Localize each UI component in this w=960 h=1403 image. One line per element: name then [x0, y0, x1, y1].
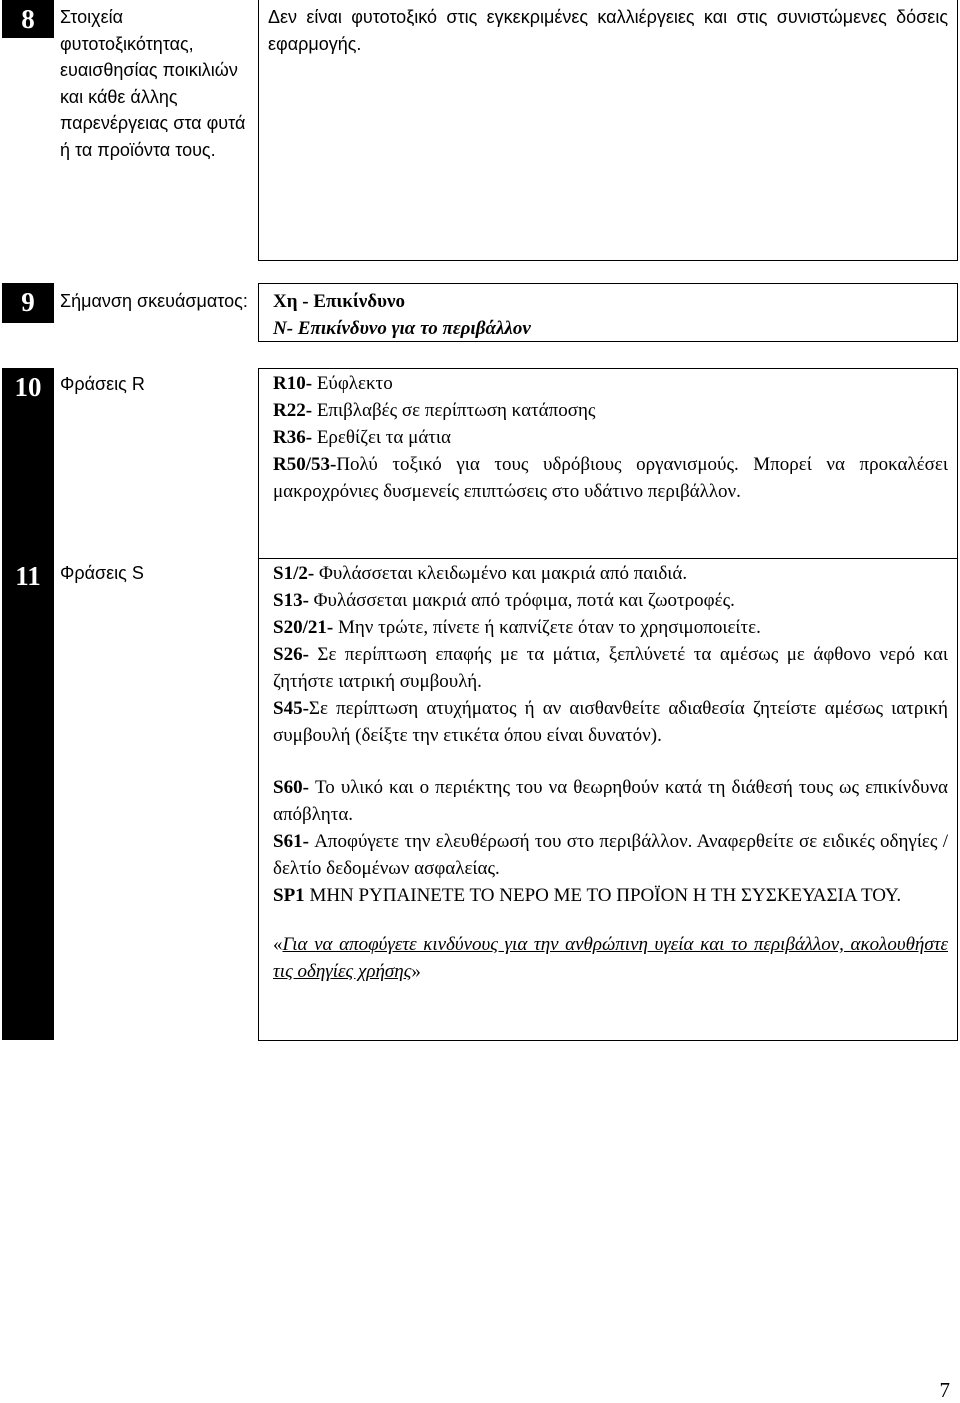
s-phrase-item: S26- Σε περίπτωση επαφής με τα μάτια, ξεπλύνετέ τα αμέσως με άφθονο νερό και ζητήστε ιατρική συμβουλή.	[273, 644, 948, 692]
s-phrase-item: S20/21- Μην τρώτε, πίνετε ή καπνίζετε όταν το χρησιμοποιείτε.	[273, 617, 761, 638]
row-8-text: Δεν είναι φυτοτοξικό στις εγκεκριμένες καλλιέργειες και στις συνιστώμενες δόσεις εφαρμογής.	[268, 7, 948, 54]
row-8-number-cell	[2, 0, 54, 38]
r-phrase-item: R22- Επιβλαβές σε περίπτωση κατάποσης	[273, 400, 596, 421]
r-phrase-item: R36- Ερεθίζει τα μάτια	[273, 427, 451, 448]
r-phrases	[273, 370, 948, 505]
s-phrase-item: S1/2- Φυλάσσεται κλειδωμένο και μακριά από παιδιά.	[273, 563, 688, 584]
s-phrase-item: SP1 ΜΗΝ ΡΥΠΑΙΝΕΤΕ ΤΟ ΝΕΡΟ ΜΕ ΤΟ ΠΡΟΪΟΝ Η ΤΗ ΣΥΣΚΕΥΑΣΙΑ ΤΟΥ.	[273, 885, 902, 906]
row-9-text	[273, 288, 948, 342]
safety-quote-text: Για να αποφύγετε κινδύνους για την ανθρώπινη υγεία και το περιβάλλον, ακολουθήστε τις οδηγίες χρήσης	[273, 934, 948, 982]
row-10-11-number-cell	[2, 368, 54, 1040]
s-phrase-item: S45-Σε περίπτωση ατυχήματος ή αν αισθανθείτε αδιαθεσία ζητείστε αμέσως ιατρική συμβουλή (δείξτε την ετικέτα όπου είναι δυνατόν).	[273, 698, 948, 746]
hazard-symbol-n: N- Επικίνδυνο για το περιβάλλον	[273, 318, 531, 339]
row-8-number: 8	[21, 4, 35, 34]
row-8-label: Στοιχεία φυτοτοξικότητας, ευαισθησίας ποικιλιών και κάθε άλλης παρενέργειας στα φυτά ή τα προϊόντα τους.	[60, 7, 246, 160]
hazard-symbol-xn: Xη - Επικίνδυνο	[273, 291, 405, 312]
row-9-number: 9	[21, 287, 35, 317]
r-phrase-item: R50/53-Πολύ τοξικό για τους υδρόβιους οργανισμούς. Μπορεί να προκαλέσει μακροχρόνιες δυσμενείς επιπτώσεις στο υδάτινο περιβάλλον.	[273, 454, 948, 502]
row-11-number: 11	[15, 561, 41, 591]
row-10-number: 10	[14, 372, 42, 402]
s-phrase-item: S13- Φυλάσσεται μακριά από τρόφιμα, ποτά και ζωοτροφές.	[273, 590, 735, 611]
safety-quote: «Για να αποφύγετε κινδύνους για την ανθρώπινη υγεία και το περιβάλλον, ακολουθήστε τις οδηγίες χρήσης»	[273, 934, 948, 982]
row-9-label: Σήμανση σκευάσματος:	[60, 291, 248, 311]
s-phrase-item: S61- Αποφύγετε την ελευθέρωσή του στο περιβάλλον. Αναφερθείτε σε ειδικές οδηγίες /δελτίο δεδομένων ασφαλείας.	[273, 831, 948, 879]
row-9-number-cell	[2, 283, 54, 323]
s-phrase-item: S60- Το υλικό και ο περιέκτης του να θεωρηθούν κατά τη διάθεσή τους ως επικίνδυνα απόβλητα.	[273, 777, 948, 825]
row-11-label: Φράσεις S	[60, 563, 144, 583]
page-number: 7	[939, 1378, 950, 1402]
r-phrase-item: R10- Εύφλεκτο	[273, 373, 393, 394]
s-phrases	[273, 560, 948, 985]
row-10-label: Φράσεις R	[60, 374, 145, 394]
